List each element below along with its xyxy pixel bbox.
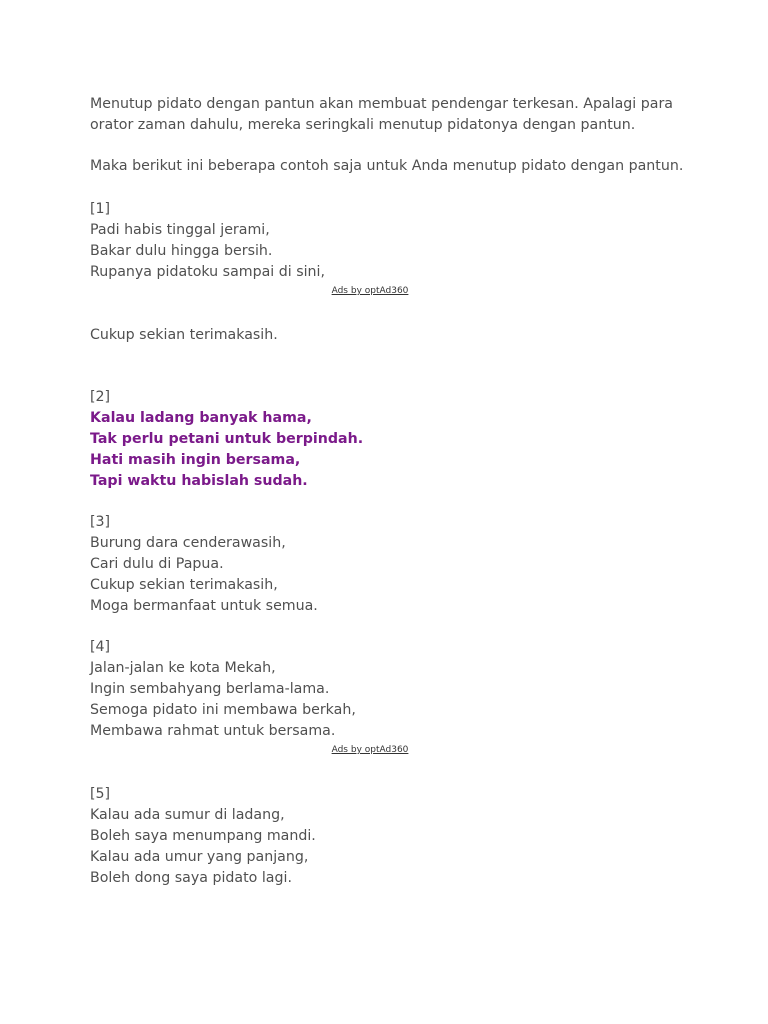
pantun-line: Rupanya pidatoku sampai di sini, bbox=[90, 264, 325, 280]
pantun-line-highlighted: Hati masih ingin bersama, bbox=[90, 452, 301, 468]
pantun-line: Cari dulu di Papua. bbox=[90, 556, 224, 572]
pantun-line: Padi habis tinggal jerami, bbox=[90, 222, 270, 238]
pantun-line: Kalau ada sumur di ladang, bbox=[90, 807, 285, 823]
pantun-number: [4] bbox=[90, 639, 111, 655]
intro-line: orator zaman dahulu, mereka seringkali menutup pidatonya dengan pantun. bbox=[90, 117, 636, 133]
document-body bbox=[90, 94, 710, 889]
pantun-number: [5] bbox=[90, 786, 111, 802]
intro-paragraph bbox=[90, 94, 710, 136]
pantun-line: Kalau ada umur yang panjang, bbox=[90, 849, 309, 865]
pantun-2 bbox=[90, 387, 710, 492]
pantun-1 bbox=[90, 199, 710, 346]
pantun-line-highlighted: Tak perlu petani untuk berpindah. bbox=[90, 431, 364, 447]
pantun-line-highlighted: Kalau ladang banyak hama, bbox=[90, 410, 312, 426]
pantun-line: Membawa rahmat untuk bersama. bbox=[90, 723, 336, 739]
intro-line: Maka berikut ini beberapa contoh saja untuk Anda menutup pidato dengan pantun. bbox=[90, 158, 684, 174]
pantun-line: Moga bermanfaat untuk semua. bbox=[90, 598, 318, 614]
ad-link[interactable]: Ads by optAd360 bbox=[331, 286, 409, 296]
pantun-number: [2] bbox=[90, 389, 111, 405]
pantun-4 bbox=[90, 637, 710, 756]
pantun-line: Ingin sembahyang berlama-lama. bbox=[90, 681, 330, 697]
pantun-line-highlighted: Tapi waktu habislah sudah. bbox=[90, 473, 308, 489]
pantun-line: Boleh dong saya pidato lagi. bbox=[90, 870, 292, 886]
pantun-line: Semoga pidato ini membawa berkah, bbox=[90, 702, 356, 718]
pantun-number: [3] bbox=[90, 514, 111, 530]
pantun-5 bbox=[90, 784, 710, 889]
pantun-line: Bakar dulu hingga bersih. bbox=[90, 243, 273, 259]
pantun-number: [1] bbox=[90, 201, 111, 217]
intro-line: Menutup pidato dengan pantun akan membuat pendengar terkesan. Apalagi para bbox=[90, 96, 673, 112]
intro-paragraph bbox=[90, 156, 710, 177]
pantun-3 bbox=[90, 512, 710, 617]
pantun-line: Boleh saya menumpang mandi. bbox=[90, 828, 316, 844]
pantun-line: Burung dara cenderawasih, bbox=[90, 535, 286, 551]
pantun-line: Cukup sekian terimakasih. bbox=[90, 327, 278, 343]
pantun-line: Cukup sekian terimakasih, bbox=[90, 577, 278, 593]
ad-link[interactable]: Ads by optAd360 bbox=[331, 745, 409, 755]
pantun-line: Jalan-jalan ke kota Mekah, bbox=[90, 660, 276, 676]
